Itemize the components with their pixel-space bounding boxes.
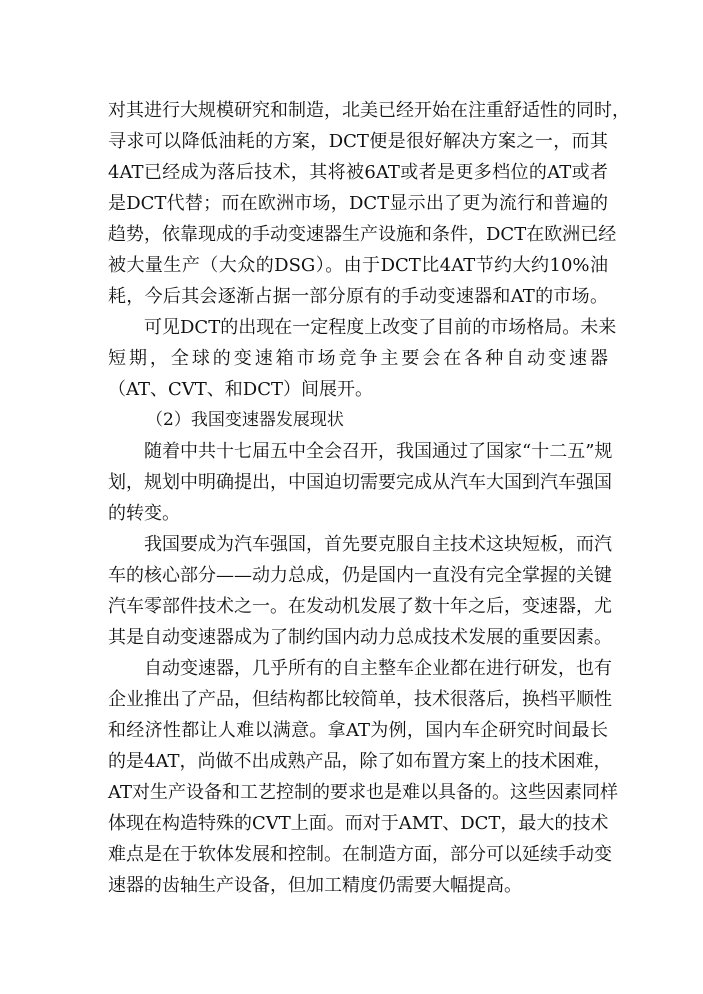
text-line: 我国要成为汽车强国，首先要克服自主技术这块短板，而汽 [144,534,612,555]
text-line: 可见DCT的出现在一定程度上改变了目前的市场格局。未来 [144,317,617,338]
text-line: 其是自动变速器成为了制约国内动力总成技术发展的重要因素。 [108,627,612,648]
text-line: 的是4AT，尚做不出成熟产品，除了如布置方案上的技术困难， [108,751,612,772]
text-line: 自动变速器，几乎所有的自主整车企业都在进行研发，也有 [144,658,612,679]
text-line: 耗，今后其会逐渐占据一部分原有的手动变速器和AT的市场。 [108,286,608,307]
text-line: 趋势，依靠现成的手动变速器生产设施和条件，DCT在欧洲已经 [108,224,617,245]
text-line: 和经济性都让人难以满意。拿AT为例，国内车企研究时间最长 [108,720,608,741]
text-line: 汽车零部件技术之一。在发动机发展了数十年之后，变速器，尤 [108,596,612,617]
text-line: 体现在构造特殊的CVT上面。而对于AMT、DCT，最大的技术 [108,813,609,834]
text-line: 划，规划中明确提出，中国迫切需要完成从汽车大国到汽车强国 [108,472,612,493]
text-line: 企业推出了产品，但结构都比较简单，技术很落后，换档平顺性 [108,689,612,710]
text-line: 速器的齿轴生产设备，但加工精度仍需要大幅提高。 [108,875,522,896]
text-line: 对其进行大规模研究和制造，北美已经开始在注重舒适性的同时， [108,100,630,121]
text-line: 是DCT代替；而在欧洲市场，DCT显示出了更为流行和普遍的 [108,193,608,214]
text-line: 短期，全球的变速箱市场竞争主要会在各种自动变速器 [108,348,608,369]
section-heading: （2）我国变速器发展现状 [146,410,344,430]
text-line: 4AT已经成为落后技术，其将被6AT或者是更多档位的AT或者 [108,162,608,183]
text-line: 难点是在于软体发展和控制。在制造方面，部分可以延续手动变 [108,844,612,865]
text-line: 被大量生产（大众的DSG）。由于DCT比4AT节约大约10%油 [108,255,608,276]
text-line: 寻求可以降低油耗的方案，DCT便是很好解决方案之一，而其 [108,131,608,152]
text-line: 的转变。 [108,503,180,524]
text-line: 车的核心部分——动力总成，仍是国内一直没有完全掌握的关键 [108,565,612,586]
body-text [108,95,630,901]
text-line: AT对生产设备和工艺控制的要求也是难以具备的。这些因素同样 [108,782,619,803]
text-line: （AT、CVT、和DCT）间展开。 [108,379,374,400]
text-line: 随着中共十七届五中全会召开，我国通过了国家“十二五”规 [144,441,613,462]
